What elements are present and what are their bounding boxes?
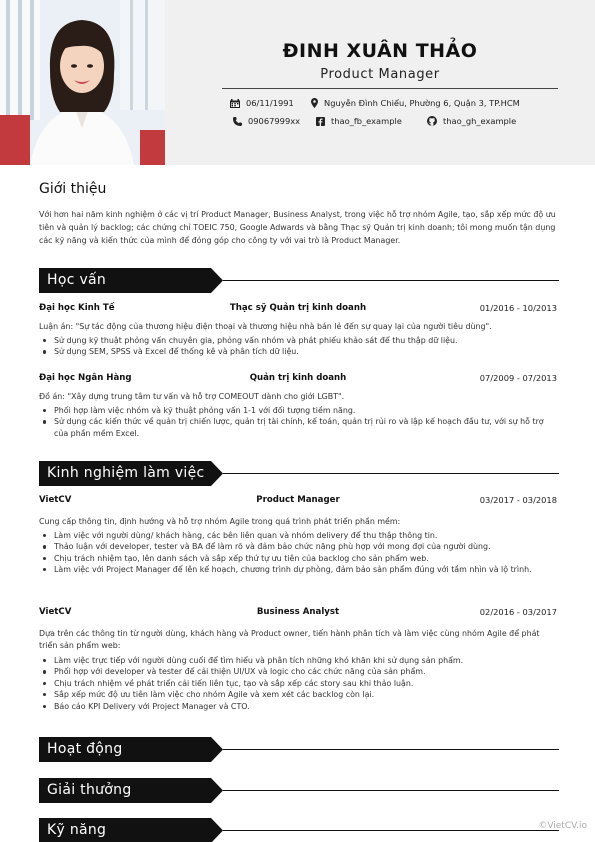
school-name: Đại học Kinh Tế: [39, 303, 115, 313]
list-item: Sử dụng kỹ thuật phỏng vấn chuyên gia, phỏng vấn nhóm và phát phiếu khảo sát để thu thập dữ liệu.: [39, 335, 549, 346]
education-bullets: [39, 335, 549, 358]
date-range: 03/2017 - 03/2018: [479, 495, 557, 505]
header-divider: [222, 88, 558, 89]
company-name: VietCV: [39, 607, 72, 617]
experience-desc: Cung cấp thông tin, định hướng và hỗ trợ nhóm Agile trong quá trình phát triển phần mềm:: [39, 517, 401, 526]
date-range: 01/2016 - 10/2013: [479, 303, 557, 313]
profile-name: ĐINH XUÂN THẢO: [282, 40, 478, 62]
education-desc: Đồ án: "Xây dựng trung tâm tư vấn và hỗ trợ COMEOUT dành cho giới LGBT".: [39, 392, 345, 401]
date-range: 07/2009 - 07/2013: [479, 373, 557, 383]
section-skills: [39, 818, 559, 842]
section-education: [39, 268, 559, 293]
list-item: Sử dụng SEM, SPSS và Excel để thống kê và phân tích dữ liệu.: [39, 346, 549, 357]
list-item: Sử dụng các kiến thức về quản trị chiến lược, quản trị tài chính, kế toán, quản trị rủi ro và lập kế hoạch đầu tư, với sự hỗ trợ của phần mềm Excel.: [39, 416, 549, 439]
section-title: Kinh nghiệm làm việc: [47, 465, 205, 481]
list-item: Làm việc với Project Manager để lên kế hoạch, chương trình dự phòng, đảm bảo sản phẩm đúng với tầm nhìn và lộ trình.: [39, 564, 549, 575]
list-item: Chịu trách nhiệm về phát triển cải tiến liên tục, tạo và sắp xếp các story sau khi thảo luận.: [39, 678, 549, 689]
birthday-text: 06/11/1991: [246, 98, 294, 108]
experience-bullets: [39, 530, 549, 576]
education-bullets: [39, 405, 549, 439]
position-name: Business Analyst: [256, 607, 340, 617]
contact-facebook[interactable]: [316, 116, 402, 126]
profile-header: [0, 0, 595, 165]
company-name: VietCV: [39, 495, 72, 505]
profile-title: Product Manager: [320, 67, 440, 82]
section-activities: [39, 737, 559, 762]
section-line: [223, 473, 559, 474]
phone-text: 09067999xx: [248, 116, 301, 126]
school-name: Đại học Ngân Hàng: [39, 373, 132, 383]
phone-icon: [233, 117, 242, 126]
github-text[interactable]: thao_gh_example: [443, 116, 517, 126]
calendar-icon: [230, 99, 240, 108]
date-range: 02/2016 - 03/2017: [479, 607, 557, 617]
intro-text: Với hơn hai năm kinh nghiệm ở các vị trí Product Manager, Business Analyst, trong việc hỗ trợ nhóm Agile, tạo, sắp xếp mức độ ưu tiên và quản lý backlog; các chứng chỉ TOEIC 750, Google Adwards và bằng Thạc sỹ Quản trị kinh doanh; tôi mong muốn tận dụng các kỹ năng và kiến thức của mình để đóng góp cho công ty với vai trò là Product Manager.: [39, 210, 556, 245]
contact-github[interactable]: [427, 116, 516, 126]
contact-phone: [233, 116, 300, 126]
list-item: Sắp xếp mức độ ưu tiên làm việc cho nhóm Agile và xem xét các backlog còn lại.: [39, 689, 549, 700]
facebook-icon: [316, 117, 325, 126]
degree-name: Thạc sỹ Quản trị kinh doanh: [229, 303, 367, 313]
address-text: Nguyễn Đình Chiểu, Phường 6, Quận 3, TP.HCM: [324, 98, 520, 108]
list-item: Báo cáo KPI Delivery với Project Manager và CTO.: [39, 701, 549, 712]
contact-birthday: [230, 98, 294, 108]
list-item: Thảo luận với developer, tester và BA để làm rõ và đảm bảo chức năng phù hợp với mong đợi của người dùng.: [39, 541, 549, 552]
facebook-text[interactable]: thao_fb_example: [331, 116, 402, 126]
education-desc: Luận án: "Sự tác động của thương hiệu điện thoại và thương hiệu nhà bán lẻ đến sự quay lại của người tiêu dùng".: [39, 322, 492, 331]
section-experience: [39, 461, 559, 486]
section-line: [223, 790, 559, 791]
contact-address: [311, 98, 520, 108]
list-item: Làm việc với người dùng/ khách hàng, các bên liên quan và nhóm delivery để thu thập thông tin.: [39, 530, 549, 541]
profile-photo: [0, 0, 165, 165]
degree-name: Quản trị kinh doanh: [249, 373, 347, 383]
github-icon: [427, 116, 437, 126]
position-name: Product Manager: [256, 495, 340, 505]
section-title: Học vấn: [47, 272, 107, 288]
map-marker-icon: [311, 98, 318, 108]
section-title: Kỹ năng: [47, 822, 107, 838]
section-line: [223, 830, 559, 831]
section-line: [223, 749, 559, 750]
watermark: ©VietCV.io: [538, 821, 587, 831]
section-title: Hoạt động: [47, 741, 123, 757]
list-item: Phối hợp với developer và tester để cải thiện UI/UX và logic cho các chức năng của sản phẩm.: [39, 666, 549, 677]
experience-desc: Dựa trên các thông tin từ người dùng, khách hàng và Product owner, tiến hành phân tích và làm việc cùng nhóm Agile để phát triển sản phẩm web:: [39, 629, 540, 650]
list-item: Chịu trách nhiệm tạo, lên danh sách và sắp xếp thứ tự ưu tiên của backlog cho sản phẩm web.: [39, 553, 549, 564]
section-line: [223, 280, 559, 281]
section-title: Giải thưởng: [47, 782, 132, 798]
intro-title: Giới thiệu: [39, 181, 107, 197]
experience-bullets: [39, 655, 549, 712]
section-awards: [39, 778, 559, 803]
list-item: Phối hợp làm việc nhóm và kỹ thuật phỏng vấn 1-1 với đối tượng tiềm năng.: [39, 405, 549, 416]
list-item: Làm việc trực tiếp với người dùng cuối để tìm hiểu và phân tích những khó khăn khi sử dụng sản phẩm.: [39, 655, 549, 666]
